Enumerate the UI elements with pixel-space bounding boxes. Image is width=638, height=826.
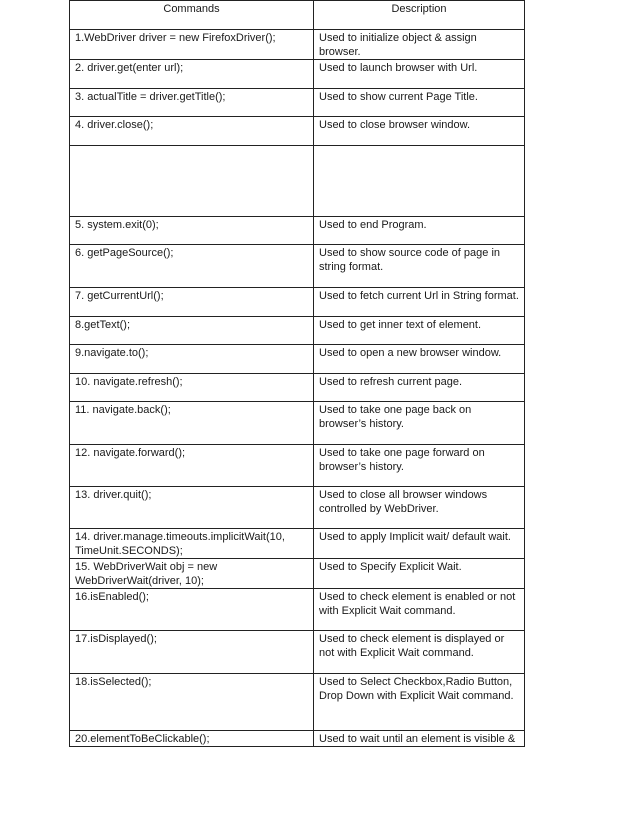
command-cell: 13. driver.quit(); — [70, 487, 314, 529]
command-cell: 8.getText(); — [70, 317, 314, 345]
description-cell: Used to take one page forward on browser’s history. — [314, 445, 525, 487]
command-cell: 1.WebDriver driver = new FirefoxDriver(); — [70, 30, 314, 60]
table-row-empty — [70, 146, 525, 217]
command-cell: 11. navigate.back(); — [70, 402, 314, 445]
command-cell: 12. navigate.forward(); — [70, 445, 314, 487]
table-row — [70, 89, 525, 117]
command-cell: 17.isDisplayed(); — [70, 631, 314, 674]
description-cell: Used to show current Page Title. — [314, 89, 525, 117]
description-cell: Used to close all browser windows controlled by WebDriver. — [314, 487, 525, 529]
table-row — [70, 288, 525, 317]
description-cell: Used to apply Implicit wait/ default wait. — [314, 529, 525, 559]
description-cell — [314, 146, 525, 217]
table-row — [70, 731, 525, 747]
header-commands: Commands — [70, 1, 314, 30]
description-cell: Used to initialize object & assign browser. — [314, 30, 525, 60]
table-row — [70, 445, 525, 487]
description-cell: Used to Specify Explicit Wait. — [314, 559, 525, 589]
description-cell: Used to close browser window. — [314, 117, 525, 146]
command-cell — [70, 146, 314, 217]
description-cell: Used to check element is displayed or not with Explicit Wait command. — [314, 631, 525, 674]
description-cell: Used to get inner text of element. — [314, 317, 525, 345]
table-row — [70, 245, 525, 288]
command-cell: 16.isEnabled(); — [70, 589, 314, 631]
header-row — [70, 1, 525, 30]
table-row — [70, 317, 525, 345]
command-cell: 14. driver.manage.timeouts.implicitWait(10, TimeUnit.SECONDS); — [70, 529, 314, 559]
description-cell: Used to take one page back on browser’s history. — [314, 402, 525, 445]
table-row — [70, 559, 525, 589]
table-row — [70, 529, 525, 559]
command-cell: 6. getPageSource(); — [70, 245, 314, 288]
command-cell: 10. navigate.refresh(); — [70, 374, 314, 402]
commands-table — [69, 0, 525, 747]
command-cell: 2. driver.get(enter url); — [70, 60, 314, 89]
table-row — [70, 374, 525, 402]
description-cell: Used to wait until an element is visible & — [314, 731, 525, 747]
description-cell: Used to check element is enabled or not with Explicit Wait command. — [314, 589, 525, 631]
command-cell: 3. actualTitle = driver.getTitle(); — [70, 89, 314, 117]
description-cell: Used to fetch current Url in String format. — [314, 288, 525, 317]
command-cell: 7. getCurrentUrl(); — [70, 288, 314, 317]
table-row — [70, 117, 525, 146]
table-row — [70, 589, 525, 631]
description-cell: Used to launch browser with Url. — [314, 60, 525, 89]
table-row — [70, 402, 525, 445]
description-cell: Used to end Program. — [314, 217, 525, 245]
table-row — [70, 345, 525, 374]
table-row — [70, 217, 525, 245]
command-cell: 4. driver.close(); — [70, 117, 314, 146]
table-row — [70, 487, 525, 529]
table-row — [70, 631, 525, 674]
description-cell: Used to show source code of page in string format. — [314, 245, 525, 288]
description-cell: Used to Select Checkbox,Radio Button, Drop Down with Explicit Wait command. — [314, 674, 525, 731]
table-row — [70, 30, 525, 60]
command-cell: 5. system.exit(0); — [70, 217, 314, 245]
command-cell: 18.isSelected(); — [70, 674, 314, 731]
table-row — [70, 674, 525, 731]
description-cell: Used to open a new browser window. — [314, 345, 525, 374]
description-cell: Used to refresh current page. — [314, 374, 525, 402]
command-cell: 9.navigate.to(); — [70, 345, 314, 374]
command-cell: 20.elementToBeClickable(); — [70, 731, 314, 747]
table-row — [70, 60, 525, 89]
header-description: Description — [314, 1, 525, 30]
command-cell: 15. WebDriverWait obj = new WebDriverWait(driver, 10); — [70, 559, 314, 589]
